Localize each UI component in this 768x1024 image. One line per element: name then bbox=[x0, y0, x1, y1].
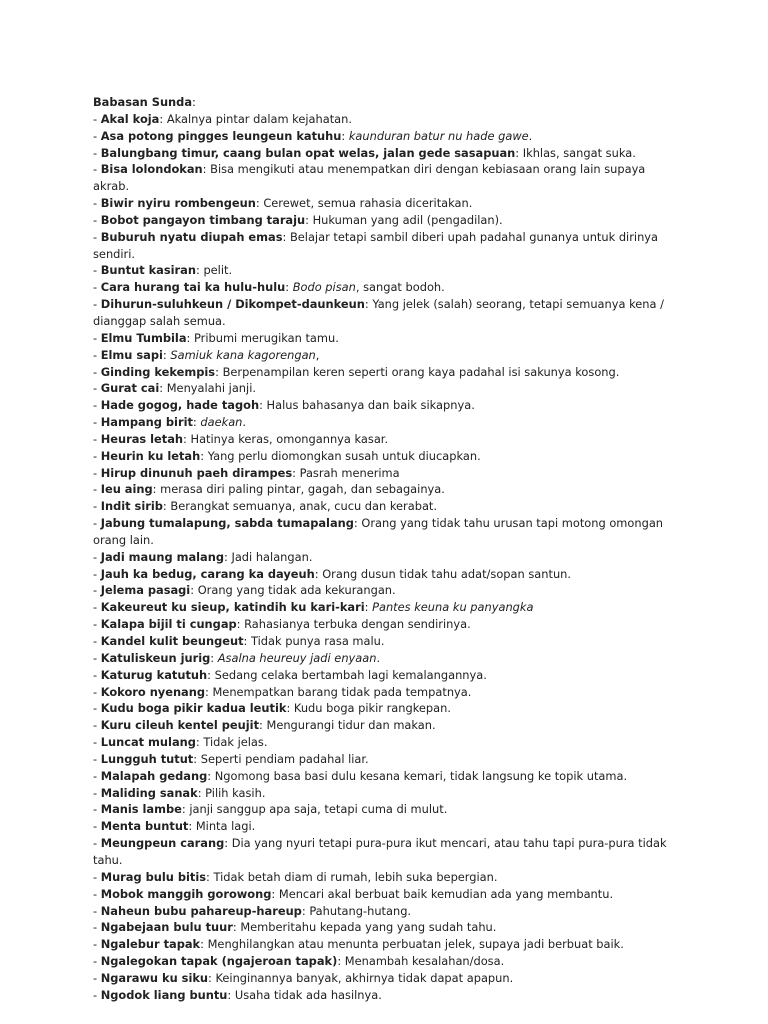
entry-separator: : bbox=[232, 920, 241, 935]
entry-meaning: Pilih kasih. bbox=[205, 785, 266, 800]
list-bullet: - bbox=[93, 364, 101, 379]
entry-term: Ngodok liang buntu bbox=[100, 987, 228, 1002]
entry-meaning: Menempatkan barang tidak pada tempatnya. bbox=[212, 684, 472, 699]
entry-term: Kuru cileuh kentel peujit bbox=[100, 718, 260, 733]
entry-separator: : bbox=[152, 482, 161, 497]
entry-meaning-italic: Pantes keuna ku panyangka bbox=[372, 600, 534, 615]
entry-term: Biwir nyiru rombengeun bbox=[100, 196, 256, 211]
entry-separator: : bbox=[255, 196, 264, 211]
list-item bbox=[93, 953, 673, 970]
entry-separator: : bbox=[259, 398, 267, 413]
list-bullet: - bbox=[93, 448, 101, 463]
entry-separator: : bbox=[292, 465, 300, 480]
list-bullet: - bbox=[93, 415, 101, 430]
list-item bbox=[93, 684, 673, 701]
entry-meaning-italic: kaunduran batur nu hade gawe bbox=[348, 128, 529, 143]
entry-separator: : bbox=[341, 128, 349, 143]
entry-meaning: Hukuman yang adil (pengadilan). bbox=[312, 212, 503, 227]
list-item bbox=[93, 987, 673, 1004]
entry-meaning: Dia yang nyuri tetapi pura-pura ikut mencari, atau tahu tapi pura-pura tidak tahu. bbox=[93, 836, 667, 867]
list-item bbox=[93, 498, 673, 515]
entry-term: Meungpeun carang bbox=[100, 836, 225, 851]
list-bullet: - bbox=[93, 499, 101, 514]
entry-meaning: , sangat bodoh. bbox=[355, 280, 445, 295]
entry-separator: : bbox=[314, 566, 323, 581]
entry-separator: : bbox=[285, 280, 293, 295]
entry-term: Maliding sanak bbox=[100, 785, 198, 800]
entry-meaning: Yang jelek (salah) seorang, tetapi semuanya kena / dianggap salah semua. bbox=[93, 297, 664, 328]
list-bullet: - bbox=[93, 583, 101, 598]
list-bullet: - bbox=[93, 650, 101, 665]
list-bullet: - bbox=[93, 431, 101, 446]
entry-meaning-italic: daekan bbox=[200, 415, 243, 430]
list-bullet: - bbox=[93, 869, 101, 884]
entry-separator: : bbox=[236, 617, 245, 632]
entry-meaning: . bbox=[376, 650, 381, 665]
entry-term: Bobot pangayon timbang taraju bbox=[100, 212, 306, 227]
entry-term: Kudu boga pikir kadua leutik bbox=[100, 701, 287, 716]
list-bullet: - bbox=[93, 212, 101, 227]
entry-term: Kalapa bijil ti cungap bbox=[100, 617, 237, 632]
entry-meaning: Berpenampilan keren seperti orang kaya padahal isi sakunya kosong. bbox=[222, 364, 620, 379]
list-item bbox=[93, 751, 673, 768]
list-item bbox=[93, 128, 673, 145]
entry-separator: : bbox=[301, 903, 310, 918]
entry-term: Gurat cai bbox=[100, 381, 160, 396]
list-bullet: - bbox=[93, 465, 101, 480]
entry-meaning: Jadi halangan. bbox=[231, 549, 313, 564]
entry-term: Elmu Tumbila bbox=[100, 330, 187, 345]
list-item bbox=[93, 145, 673, 162]
entry-meaning: Tidak betah diam di rumah, lebih suka bepergian. bbox=[213, 869, 498, 884]
entry-separator: : bbox=[183, 431, 191, 446]
entry-term: Murag bulu bitis bbox=[100, 869, 207, 884]
entry-meaning: Mengurangi tidur dan makan. bbox=[266, 718, 436, 733]
entry-meaning: Sedang celaka bertambah lagi kemalangannya. bbox=[214, 667, 487, 682]
list-item bbox=[93, 229, 673, 263]
entry-separator: : bbox=[364, 600, 373, 615]
entry-meaning: , bbox=[315, 347, 320, 362]
list-item bbox=[93, 582, 673, 599]
entry-term: Kokoro nyenang bbox=[100, 684, 206, 699]
list-item bbox=[93, 212, 673, 229]
entry-separator: : bbox=[181, 802, 190, 817]
entry-separator: : bbox=[224, 549, 232, 564]
entry-separator: : bbox=[208, 970, 216, 985]
list-bullet: - bbox=[93, 954, 101, 969]
entry-meaning: Bisa mengikuti atau menempatkan diri dengan kebiasaan orang lain supaya akrab. bbox=[93, 162, 646, 194]
list-item bbox=[93, 936, 673, 953]
list-bullet: - bbox=[93, 937, 101, 952]
list-item bbox=[93, 364, 673, 381]
entry-meaning-italic: Bodo pisan bbox=[292, 280, 356, 295]
entry-meaning: Ngomong basa basi dulu kesana kemari, tidak langsung ke topik utama. bbox=[214, 768, 628, 783]
list-item bbox=[93, 347, 673, 364]
entry-term: Jadi maung malang bbox=[100, 549, 224, 564]
list-bullet: - bbox=[93, 785, 101, 800]
entry-separator: : bbox=[193, 751, 201, 766]
entry-meaning: Menghilangkan atau menunta perbuatan jelek, supaya jadi berbuat baik. bbox=[207, 937, 624, 952]
entry-meaning: Orang yang tidak tahu urusan tapi motong omongan orang lain. bbox=[93, 516, 664, 547]
entry-meaning: janji sanggup apa saja, tetapi cuma di mulut. bbox=[189, 802, 448, 817]
list-bullet: - bbox=[93, 634, 101, 648]
entry-meaning: Pribumi merugikan tamu. bbox=[193, 330, 339, 345]
entry-meaning: Pahutang-hutang. bbox=[309, 903, 412, 918]
list-item bbox=[93, 734, 673, 751]
entry-term: Dihurun-suluhkeun / Dikompet-daunkeun bbox=[100, 297, 365, 312]
list-item bbox=[93, 835, 673, 869]
list-item bbox=[93, 296, 673, 330]
entry-separator: : bbox=[286, 701, 294, 716]
entry-term: Lungguh tutut bbox=[100, 751, 194, 766]
entry-separator: : bbox=[192, 415, 201, 430]
list-bullet: - bbox=[93, 196, 101, 211]
entry-term: Cara hurang tai ka hulu-hulu bbox=[100, 280, 286, 295]
entry-meaning: . bbox=[242, 415, 247, 430]
entry-separator: : bbox=[200, 937, 208, 952]
list-bullet: - bbox=[93, 701, 101, 716]
entry-term: Hirup dinunuh paeh dirampes bbox=[100, 465, 293, 480]
list-item bbox=[93, 397, 673, 414]
entry-separator: : bbox=[243, 634, 252, 648]
entry-separator: : bbox=[207, 768, 215, 783]
entry-term: Heuras letah bbox=[100, 431, 184, 446]
entry-separator: : bbox=[224, 836, 232, 851]
list-bullet: - bbox=[93, 802, 101, 817]
entry-meaning: Belajar tetapi sambil diberi upah padahal gunanya untuk dirinya sendiri. bbox=[93, 229, 659, 261]
list-item bbox=[93, 481, 673, 498]
list-bullet: - bbox=[93, 482, 101, 497]
entry-term: Indit sirib bbox=[100, 499, 163, 514]
entry-meaning: Hatinya keras, omongannya kasar. bbox=[190, 431, 389, 446]
list-bullet: - bbox=[93, 684, 101, 699]
entry-meaning: Memberitahu kepada yang yang sudah tahu. bbox=[240, 920, 497, 935]
entry-separator: : bbox=[195, 263, 204, 278]
entry-separator: : bbox=[202, 162, 211, 177]
list-bullet: - bbox=[93, 819, 101, 834]
list-bullet: - bbox=[93, 920, 101, 935]
document-body bbox=[93, 94, 673, 1004]
entry-separator: : bbox=[271, 886, 279, 901]
entry-meaning: Ikhlas, sangat suka. bbox=[522, 145, 636, 160]
entry-meaning: Orang yang tidak ada kekurangan. bbox=[197, 583, 396, 598]
entry-separator: : bbox=[515, 145, 523, 160]
entry-meaning-italic: Samiuk kana kagorengan bbox=[170, 347, 316, 362]
entry-term: Malapah gedang bbox=[100, 768, 208, 783]
list-bullet: - bbox=[93, 347, 101, 362]
entry-meaning: Mencari akal berbuat baik kemudian ada yang membantu. bbox=[278, 886, 614, 901]
list-item bbox=[93, 414, 673, 431]
entry-term: Kakeureut ku sieup, katindih ku kari-kari bbox=[100, 600, 365, 615]
list-bullet: - bbox=[93, 836, 101, 851]
list-bullet: - bbox=[93, 970, 101, 985]
entry-separator: : bbox=[364, 297, 373, 312]
list-bullet: - bbox=[93, 145, 101, 160]
entry-term: Luncat mulang bbox=[100, 735, 196, 750]
entry-separator: : bbox=[282, 229, 290, 244]
entry-term: Asa potong pingges leungeun katuhu bbox=[100, 128, 342, 143]
list-item bbox=[93, 515, 673, 549]
list-bullet: - bbox=[93, 667, 101, 682]
entry-term: Jabung tumalapung, sabda tumapalang bbox=[100, 516, 354, 531]
entry-term: Jelema pasagi bbox=[100, 583, 191, 598]
entry-term: Manis lambe bbox=[100, 802, 182, 817]
entry-term: Akal koja bbox=[100, 111, 160, 126]
list-item bbox=[93, 195, 673, 212]
entry-meaning: Orang dusun tidak tahu adat/sopan santun. bbox=[322, 566, 572, 581]
entry-term: Ngalebur tapak bbox=[100, 937, 201, 952]
list-item bbox=[93, 566, 673, 583]
heading-text: Babasan Sunda bbox=[93, 95, 193, 109]
entry-list bbox=[93, 111, 673, 1004]
entry-separator: : bbox=[195, 735, 204, 750]
entry-term: Hampang birit bbox=[100, 415, 193, 430]
list-item bbox=[93, 667, 673, 684]
entry-meaning: Kudu boga pikir rangkepan. bbox=[293, 701, 451, 716]
list-item bbox=[93, 161, 673, 195]
list-item bbox=[93, 886, 673, 903]
list-bullet: - bbox=[93, 886, 101, 901]
entry-term: Jauh ka bedug, carang ka dayeuh bbox=[100, 566, 315, 581]
entry-meaning: Menambah kesalahan/dosa. bbox=[344, 954, 505, 969]
list-bullet: - bbox=[93, 768, 101, 783]
list-item bbox=[93, 633, 673, 650]
entry-term: Elmu sapi bbox=[100, 347, 163, 362]
list-bullet: - bbox=[93, 111, 101, 126]
entry-separator: : bbox=[197, 785, 206, 800]
entry-meaning: Rahasianya terbuka dengan sendirinya. bbox=[244, 617, 471, 632]
list-bullet: - bbox=[93, 280, 101, 295]
entry-meaning: . bbox=[528, 128, 533, 143]
list-bullet: - bbox=[93, 330, 101, 345]
list-bullet: - bbox=[93, 162, 101, 177]
entry-separator: : bbox=[259, 718, 267, 733]
entry-term: Hade gogog, hade tagoh bbox=[100, 398, 260, 413]
entry-separator: : bbox=[190, 583, 198, 598]
entry-separator: : bbox=[188, 819, 196, 834]
entry-meaning: Berangkat semuanya, anak, cucu dan kerabat. bbox=[170, 499, 438, 514]
list-bullet: - bbox=[93, 987, 101, 1002]
list-item bbox=[93, 919, 673, 936]
entry-term: Buburuh nyatu diupah emas bbox=[100, 229, 283, 244]
entry-separator: : bbox=[206, 869, 214, 884]
entry-term: Ngarawu ku siku bbox=[100, 970, 209, 985]
entry-term: Ieu aing bbox=[100, 482, 153, 497]
entry-meaning: Akalnya pintar dalam kejahatan. bbox=[166, 111, 353, 126]
list-item bbox=[93, 650, 673, 667]
entry-separator: : bbox=[162, 499, 171, 514]
list-bullet: - bbox=[93, 263, 101, 278]
list-bullet: - bbox=[93, 229, 101, 244]
entry-meaning: Yang perlu diomongkan susah untuk diucapkan. bbox=[207, 448, 481, 463]
entry-term: Katurug katutuh bbox=[100, 667, 208, 682]
list-item bbox=[93, 616, 673, 633]
entry-separator: : bbox=[215, 364, 223, 379]
entry-separator: : bbox=[353, 516, 362, 531]
list-item bbox=[93, 599, 673, 616]
entry-separator: : bbox=[159, 111, 167, 126]
entry-meaning: Halus bahasanya dan baik sikapnya. bbox=[266, 398, 475, 413]
entry-meaning: merasa diri paling pintar, gagah, dan sebagainya. bbox=[160, 482, 445, 497]
entry-meaning: Tidak punya rasa malu. bbox=[251, 634, 385, 648]
entry-meaning: Menyalahi janji. bbox=[166, 381, 256, 396]
entry-meaning: pelit. bbox=[203, 263, 233, 278]
list-item bbox=[93, 448, 673, 465]
list-item bbox=[93, 768, 673, 785]
entry-separator: : bbox=[159, 381, 167, 396]
list-item bbox=[93, 431, 673, 448]
document-heading bbox=[93, 94, 673, 111]
list-item bbox=[93, 903, 673, 920]
entry-term: Bisa lolondokan bbox=[100, 162, 203, 177]
list-bullet: - bbox=[93, 617, 101, 632]
entry-separator: : bbox=[210, 650, 218, 665]
entry-separator: : bbox=[162, 347, 171, 362]
entry-separator: : bbox=[337, 954, 345, 969]
list-bullet: - bbox=[93, 751, 101, 766]
entry-term: Ngalegokan tapak (ngajeroan tapak) bbox=[100, 954, 338, 969]
entry-separator: : bbox=[227, 987, 235, 1002]
entry-meaning: Pasrah menerima bbox=[299, 465, 400, 480]
list-item bbox=[93, 262, 673, 279]
list-bullet: - bbox=[93, 903, 101, 918]
list-bullet: - bbox=[93, 549, 101, 564]
list-item bbox=[93, 970, 673, 987]
entry-term: Ngabejaan bulu tuur bbox=[100, 920, 233, 935]
entry-term: Kandel kulit beungeut bbox=[100, 634, 244, 648]
entry-meaning: Minta lagi. bbox=[195, 819, 256, 834]
list-item bbox=[93, 818, 673, 835]
entry-term: Balungbang timur, caang bulan opat welas, jalan gede sasapuan bbox=[100, 145, 516, 160]
entry-separator: : bbox=[200, 448, 208, 463]
entry-meaning-italic: Asalna heureuy jadi enyaan bbox=[217, 650, 377, 665]
entry-separator: : bbox=[186, 330, 194, 345]
list-item bbox=[93, 785, 673, 802]
list-bullet: - bbox=[93, 600, 101, 615]
list-item bbox=[93, 380, 673, 397]
entry-term: Buntut kasiran bbox=[100, 263, 196, 278]
entry-term: Naheun bubu pahareup-hareup bbox=[100, 903, 302, 918]
entry-term: Mobok manggih gorowong bbox=[100, 886, 272, 901]
list-item bbox=[93, 549, 673, 566]
list-bullet: - bbox=[93, 398, 101, 413]
entry-meaning: Tidak jelas. bbox=[203, 735, 268, 750]
entry-term: Katuliskeun jurig bbox=[100, 650, 211, 665]
list-bullet: - bbox=[93, 297, 101, 312]
list-item bbox=[93, 330, 673, 347]
entry-meaning: Keinginannya banyak, akhirnya tidak dapat apapun. bbox=[215, 970, 514, 985]
entry-separator: : bbox=[205, 684, 213, 699]
list-bullet: - bbox=[93, 381, 101, 396]
list-bullet: - bbox=[93, 718, 101, 733]
list-item bbox=[93, 465, 673, 482]
entry-meaning: Seperti pendiam padahal liar. bbox=[200, 751, 369, 766]
list-bullet: - bbox=[93, 735, 101, 750]
list-bullet: - bbox=[93, 128, 101, 143]
entry-separator: : bbox=[207, 667, 215, 682]
entry-term: Ginding kekempis bbox=[100, 364, 216, 379]
list-bullet: - bbox=[93, 516, 101, 531]
list-item bbox=[93, 279, 673, 296]
list-item bbox=[93, 700, 673, 717]
list-item bbox=[93, 869, 673, 886]
list-item bbox=[93, 801, 673, 818]
list-item bbox=[93, 717, 673, 734]
entry-meaning: Cerewet, semua rahasia diceritakan. bbox=[263, 196, 473, 211]
heading-colon: : bbox=[192, 95, 196, 109]
entry-meaning: Usaha tidak ada hasilnya. bbox=[234, 987, 382, 1002]
entry-separator: : bbox=[305, 212, 313, 227]
entry-term: Menta buntut bbox=[100, 819, 189, 834]
entry-term: Heurin ku letah bbox=[100, 448, 201, 463]
list-item bbox=[93, 111, 673, 128]
list-bullet: - bbox=[93, 566, 101, 581]
